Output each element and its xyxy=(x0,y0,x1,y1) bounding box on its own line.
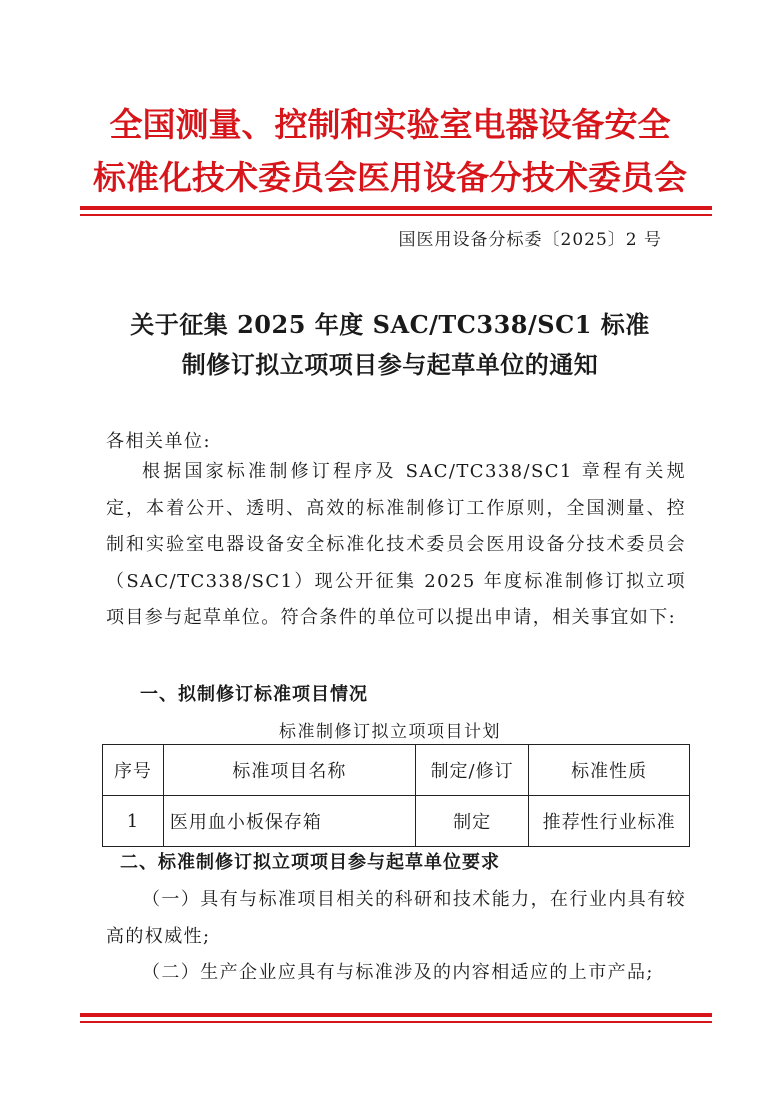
column-header-nature: 标准性质 xyxy=(529,745,690,796)
cell-nature: 推荐性行业标准 xyxy=(529,796,690,847)
header-rule-thick xyxy=(80,206,712,210)
column-header-project-name: 标准项目名称 xyxy=(163,745,415,796)
requirement-item-1: （一）具有与标准项目相关的科研和技术能力，在行业内具有较高的权威性; xyxy=(106,889,686,947)
project-plan-table xyxy=(102,744,690,847)
table-header-row xyxy=(103,745,690,796)
issuer-header-line-1: 全国测量、控制和实验室电器设备安全 xyxy=(109,105,671,144)
salutation: 各相关单位: xyxy=(106,431,212,452)
footer-rule-thin xyxy=(80,1021,712,1023)
cell-project-name: 医用血小板保存箱 xyxy=(163,796,415,847)
table-caption: 标准制修订拟立项项目计划 xyxy=(279,722,501,742)
section-1-heading: 一、拟制修订标准项目情况 xyxy=(140,684,368,705)
notice-title-line-1: 关于征集 2025 年度 SAC/TC338/SC1 标准 xyxy=(130,310,650,339)
document-number: 国医用设备分标委〔2025〕2 号 xyxy=(398,230,662,250)
column-header-number: 序号 xyxy=(103,745,164,796)
column-header-type: 制定/修订 xyxy=(415,745,528,796)
requirement-item-2: （二）生产企业应具有与标准涉及的内容相适应的上市产品; xyxy=(142,962,654,983)
issuer-header-line-2: 标准化技术委员会医用设备分技术委员会 xyxy=(93,158,687,197)
table-row xyxy=(103,796,690,847)
notice-title-line-2: 制修订拟立项项目参与起草单位的通知 xyxy=(181,350,599,379)
footer-rule-thick xyxy=(80,1013,712,1017)
intro-paragraph: 根据国家标准制修订程序及 SAC/TC338/SC1 章程有关规定，本着公开、透明、高效的标准制修订工作原则，全国测量、控制和实验室电器设备安全标准化技术委员会医用设备分技术委员会（SAC/TC338/SC1）现公开征集 2025 年度标准制修订拟立项项目参与起草单位。符合条件的单位可以提出申请，相关事宜如下: xyxy=(106,461,686,628)
cell-type: 制定 xyxy=(415,796,528,847)
header-rule-thin xyxy=(80,214,712,216)
section-2-heading: 二、标准制修订拟立项项目参与起草单位要求 xyxy=(120,852,500,873)
cell-number: 1 xyxy=(103,796,164,847)
